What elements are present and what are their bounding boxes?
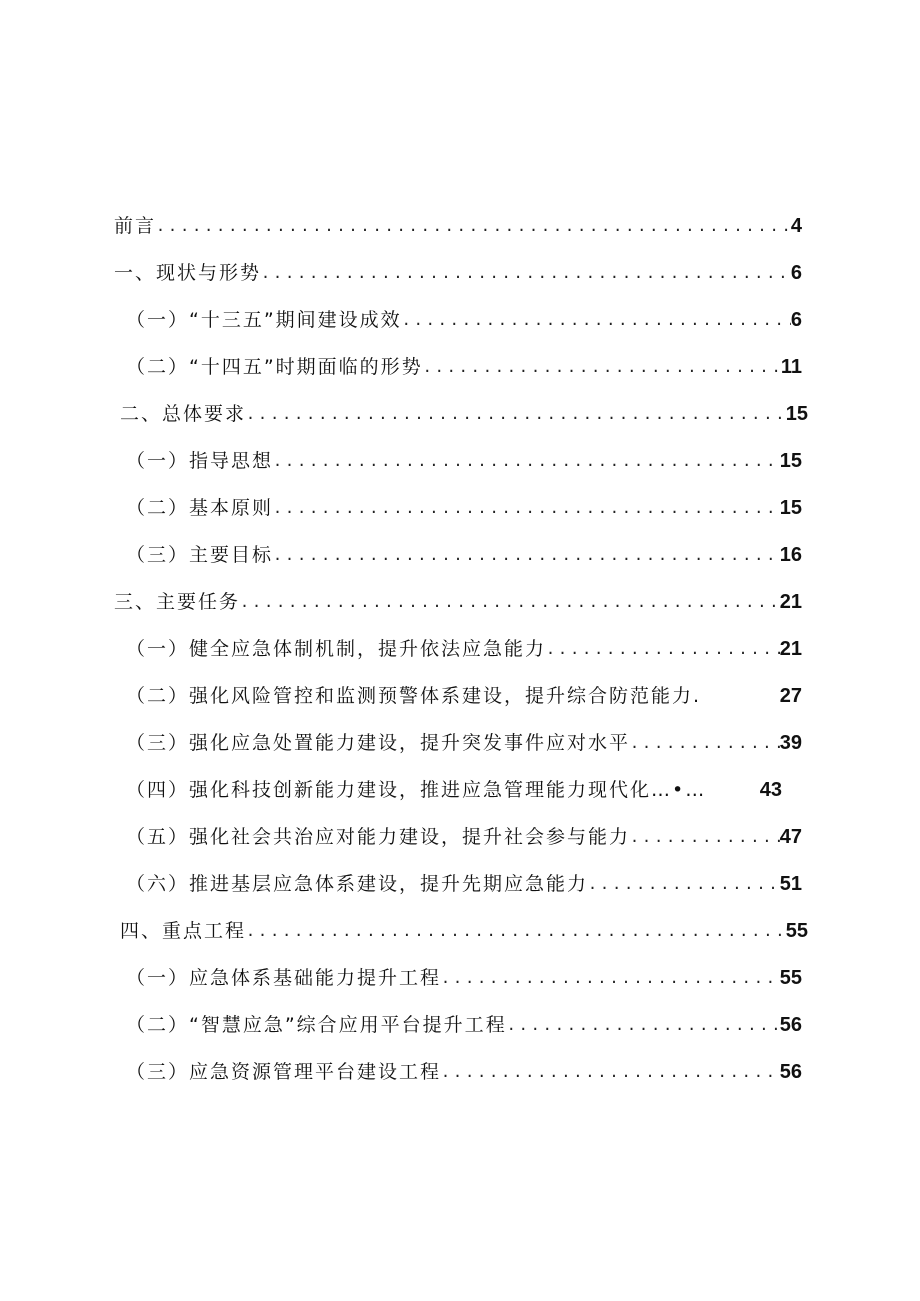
toc-dot-leader: [261, 253, 791, 293]
toc-page-number: 21: [779, 591, 802, 613]
toc-page-number: 56: [779, 1014, 802, 1036]
toc-entry-title: （一）“十三五”期间建设成效: [126, 309, 402, 331]
toc-dot-leader: [630, 817, 780, 857]
toc-page-number: 11: [780, 356, 802, 378]
toc-page-number: 43: [759, 779, 782, 801]
toc-entry-section-1-2[interactable]: [126, 347, 802, 387]
toc-entry-section-3-3[interactable]: [126, 723, 802, 763]
toc-entry-title: （三）主要目标: [126, 544, 274, 566]
toc-entry-title: （六）推进基层应急体系建设，提升先期应急能力: [126, 873, 589, 895]
toc-entry-title: （二）“十四五”时期面临的形势: [126, 356, 423, 378]
toc-entry-title: 前言: [114, 215, 157, 237]
toc-dot-leader: [273, 488, 780, 528]
toc-dot-leader: [156, 206, 791, 246]
toc-dot-leader: [441, 958, 780, 998]
toc-entry-title: （三）应急资源管理平台建设工程: [126, 1061, 442, 1083]
toc-entry-section-2-2[interactable]: [126, 488, 802, 528]
toc-entry-section-4[interactable]: [120, 911, 808, 951]
toc-page-number: 15: [779, 497, 802, 519]
toc-entry-preface[interactable]: [114, 206, 802, 246]
toc-page-number: 15: [779, 450, 802, 472]
toc-entry-section-3-6[interactable]: [126, 864, 802, 904]
toc-dot-leader: [402, 300, 791, 340]
toc-entry-section-1[interactable]: [114, 253, 802, 293]
toc-entry-title: （四）强化科技创新能力建设，推进应急管理能力现代化…•…: [126, 779, 707, 801]
toc-dot-leader: [507, 1005, 780, 1045]
toc-page-number: 6: [790, 309, 802, 331]
toc-entry-section-2[interactable]: [120, 394, 808, 434]
toc-entry-section-2-3[interactable]: [126, 535, 802, 575]
toc-entry-title: 三、主要任务: [114, 591, 241, 613]
toc-dot-leader: [273, 535, 780, 575]
toc-entry-section-3-4[interactable]: [126, 770, 782, 810]
toc-entry-title: 一、现状与形势: [114, 262, 262, 284]
toc-page-number: 47: [779, 826, 802, 848]
toc-entry-title: （一）指导思想: [126, 450, 274, 472]
toc-entry-section-3-1[interactable]: [126, 629, 802, 669]
toc-page-number: 39: [779, 732, 802, 754]
toc-entry-title: （一）应急体系基础能力提升工程: [126, 967, 442, 989]
toc-page-number: 15: [785, 403, 808, 425]
toc-page-number: 16: [779, 544, 802, 566]
toc-dot-leader: [630, 723, 780, 763]
toc-dot-leader: [246, 394, 786, 434]
toc-entry-title: （一）健全应急体制机制，提升依法应急能力: [126, 638, 547, 660]
toc-entry-section-3[interactable]: [114, 582, 802, 622]
toc-entry-title: （五）强化社会共治应对能力建设，提升社会参与能力: [126, 826, 631, 848]
toc-entry-title: （二）强化风险管控和监测预警体系建设，提升综合防范能力.: [126, 685, 702, 707]
toc-dot-leader: [423, 347, 781, 387]
toc-page-number: 4: [790, 215, 802, 237]
toc-entry-section-4-1[interactable]: [126, 958, 802, 998]
toc-entry-title: 二、总体要求: [120, 403, 247, 425]
toc-dot-leader: [546, 629, 780, 669]
toc-dot-leader: [441, 1052, 780, 1092]
toc-entry-section-3-2[interactable]: [126, 676, 802, 716]
toc-page-number: 56: [779, 1061, 802, 1083]
toc-entry-title: （二）“智慧应急”综合应用平台提升工程: [126, 1014, 507, 1036]
toc-dot-leader: [246, 911, 786, 951]
toc-entry-section-3-5[interactable]: [126, 817, 802, 857]
toc-page-number: 55: [779, 967, 802, 989]
toc-page-number: 6: [790, 262, 802, 284]
toc-page-number: 55: [785, 920, 808, 942]
toc-dot-leader: [588, 864, 780, 904]
toc-page-number: 51: [779, 873, 802, 895]
toc-dot-leader: [273, 441, 780, 481]
toc-page-number: 27: [779, 685, 802, 707]
toc-dot-leader: [240, 582, 780, 622]
toc-entry-section-4-3[interactable]: [126, 1052, 802, 1092]
toc-entry-title: （二）基本原则: [126, 497, 274, 519]
toc-entry-title: 四、重点工程: [120, 920, 247, 942]
toc-page-number: 21: [779, 638, 802, 660]
toc-entry-section-4-2[interactable]: [126, 1005, 802, 1045]
toc-entry-section-1-1[interactable]: [126, 300, 802, 340]
toc-entry-section-2-1[interactable]: [126, 441, 802, 481]
toc-entry-title: （三）强化应急处置能力建设，提升突发事件应对水平: [126, 732, 631, 754]
